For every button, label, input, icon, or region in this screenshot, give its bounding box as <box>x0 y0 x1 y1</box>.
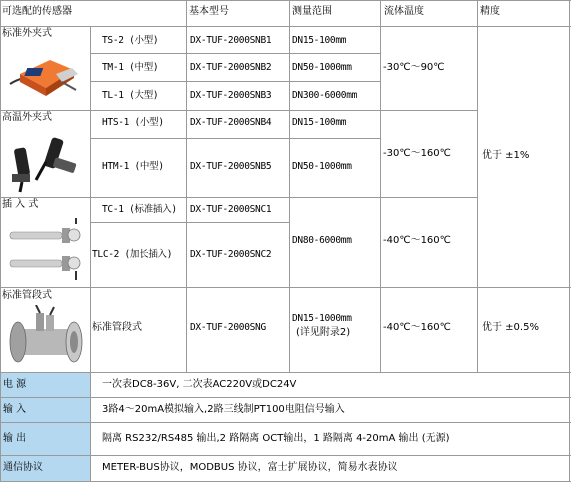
category-label: 标准外夹式 <box>2 28 52 39</box>
grid-line <box>90 222 290 223</box>
temp-value: -30℃～90℃ <box>383 62 445 73</box>
spec-value-power: 一次表DC8-36V, 二次表AC220V或DC24V <box>102 379 297 390</box>
category-label: 插 入 式 <box>2 199 39 210</box>
sensor-name: HTS-1 (小型) <box>102 117 164 128</box>
grid-line <box>90 138 380 139</box>
spec-label-output: 输 出 <box>3 433 27 444</box>
category-label: 高温外夹式 <box>2 112 52 123</box>
header-temp: 流体温度 <box>384 6 424 17</box>
black-clamp-sensor-pair-image <box>6 132 84 194</box>
header-accuracy: 精度 <box>480 6 500 17</box>
grid-line <box>0 372 571 373</box>
header-range: 测量范围 <box>292 6 332 17</box>
category-label: 标准管段式 <box>2 290 52 301</box>
range-value: DN80-6000mm <box>292 235 352 246</box>
range-value: DN15-1000mm <box>292 313 352 324</box>
model-code: DX-TUF-2000SNG <box>190 322 266 333</box>
range-value: DN50-1000mm <box>292 62 352 73</box>
grid-line <box>0 422 571 423</box>
spec-value-output: 隔离 RS232/RS485 输出,2 路隔离 OCT输出，1 路隔离 4-20mA 输出 (无源) <box>102 433 450 444</box>
grid-line <box>477 0 478 373</box>
grid-line <box>0 287 571 288</box>
grid-line <box>569 0 570 482</box>
spec-label-protocol: 通信协议 <box>3 462 43 473</box>
grid-line <box>0 0 1 482</box>
grid-line <box>0 481 571 482</box>
range-note: (详见附录2) <box>296 327 351 338</box>
spec-value-input: 3路4～20mA模拟输入,2路三线制PT100电阻信号输入 <box>102 404 345 415</box>
range-value: DN15-100mm <box>292 117 347 128</box>
insertion-sensor-pair-image <box>6 218 84 282</box>
sensor-name: TS-2 (小型) <box>102 35 159 46</box>
model-code: DX-TUF-2000SNC2 <box>190 249 272 260</box>
range-value: DN300-6000mm <box>292 90 358 101</box>
spec-label-power: 电 源 <box>3 379 27 390</box>
accuracy-value: 优于 ±1% <box>482 150 530 161</box>
temp-value: -30℃～160℃ <box>383 148 451 159</box>
grid-line <box>0 0 571 1</box>
model-code: DX-TUF-2000SNB3 <box>190 90 272 101</box>
range-value: DN50-1000mm <box>292 161 352 172</box>
sensor-name: TLC-2 (加长插入) <box>92 249 173 260</box>
range-value: DN15-100mm <box>292 35 347 46</box>
grid-line <box>90 26 91 373</box>
temp-value: -40℃～160℃ <box>383 322 451 333</box>
temp-value: -40℃～160℃ <box>383 235 451 246</box>
grid-line <box>0 397 571 398</box>
grid-line <box>380 0 381 373</box>
spec-label-input: 输 入 <box>3 404 27 415</box>
accuracy-value: 优于 ±0.5% <box>482 322 539 333</box>
model-code: DX-TUF-2000SNB5 <box>190 161 272 172</box>
sensor-name: TM-1 (中型) <box>102 62 159 73</box>
model-code: DX-TUF-2000SNC1 <box>190 204 272 215</box>
grid-line <box>0 110 478 111</box>
sensor-name: HTM-1 (中型) <box>102 161 164 172</box>
orange-clamp-sensor-image <box>6 44 84 104</box>
spec-value-protocol: METER-BUS协议，MODBUS 协议，富士扩展协议，简易水表协议 <box>102 462 398 473</box>
sensor-name: TL-1 (大型) <box>102 90 159 101</box>
grid-line <box>186 0 187 373</box>
pipe-section-sensor-image <box>6 305 86 367</box>
grid-line <box>90 372 91 482</box>
model-code: DX-TUF-2000SNB4 <box>190 117 272 128</box>
model-code: DX-TUF-2000SNB1 <box>190 35 272 46</box>
sensor-name: 标准管段式 <box>92 322 142 333</box>
sensor-name: TC-1 (标准插入) <box>102 204 177 215</box>
grid-line <box>0 455 571 456</box>
grid-line <box>90 53 380 54</box>
grid-line <box>0 26 571 27</box>
header-model: 基本型号 <box>189 6 229 17</box>
grid-line <box>0 197 478 198</box>
grid-line <box>289 0 290 373</box>
model-code: DX-TUF-2000SNB2 <box>190 62 272 73</box>
header-sensor: 可选配的传感器 <box>2 6 72 17</box>
grid-line <box>90 81 380 82</box>
